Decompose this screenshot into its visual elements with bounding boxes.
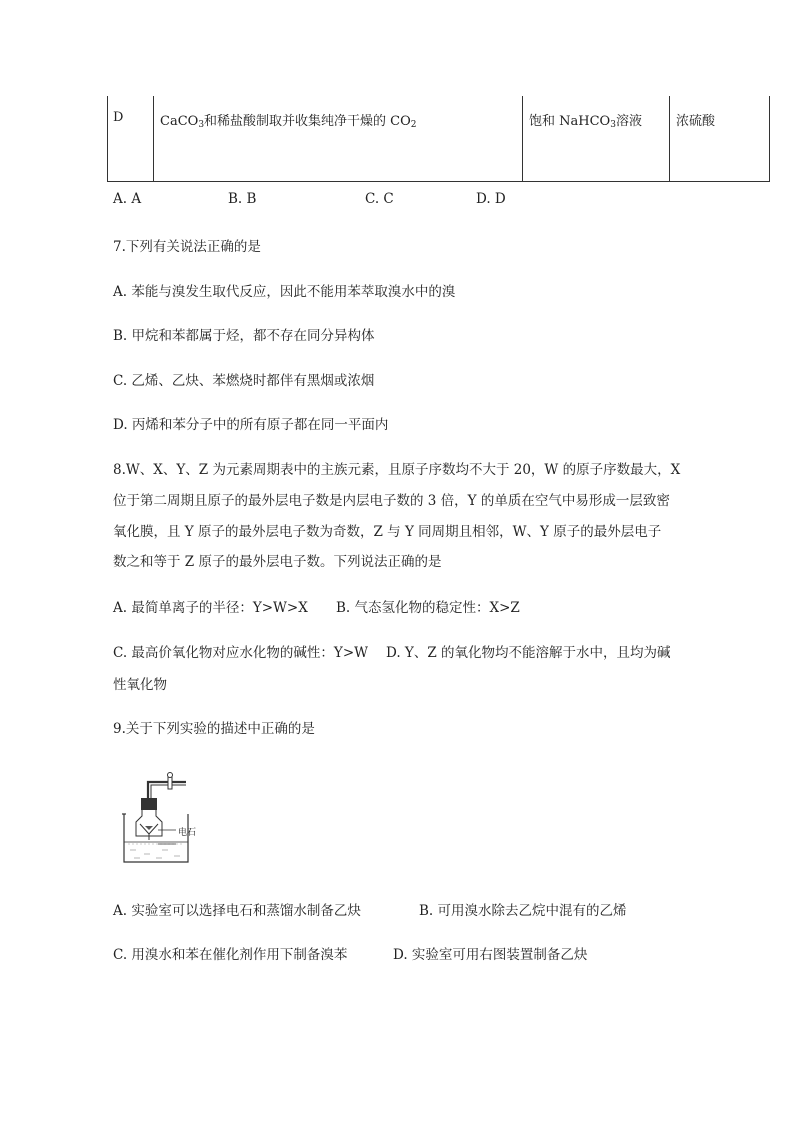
q9-option-b[interactable]: B. 可用溴水除去乙烷中混有的乙烯 [419,903,627,919]
q8-option-b[interactable]: B. 气态氢化物的稳定性：X>Z [336,600,520,616]
q9-stem: 9.关于下列实验的描述中正确的是 [113,721,315,737]
q7-option-a[interactable]: A. 苯能与溴发生取代反应，因此不能用苯萃取溴水中的溴 [113,284,456,300]
table-cell-reagent-2: 浓硫酸 [676,114,716,129]
table-border-bottom [107,181,770,182]
q9-option-c[interactable]: C. 用溴水和苯在催化剂作用下制备溴苯 [113,947,348,963]
q8-stem-line-2: 位于第二周期且原子的最外层电子数是内层电子数的 3 倍，Y 的单质在空气中易形成一层致密 [113,493,670,509]
table-cell-reagent-1: 饱和 NaHCO$_3$溶液 [529,114,642,130]
q8-option-c[interactable]: C. 最高价氧化物对应水化物的碱性：Y>W [113,645,369,661]
q8-stem-line-4: 数之和等于 Z 原子的最外层电子数。下列说法正确的是 [113,554,442,570]
q8-option-d[interactable]: D. Y、Z 的氧化物均不能溶解于水中，且均为碱 [386,645,671,661]
table-divider-3 [669,96,670,182]
table-divider-2 [522,96,523,182]
acetylene-apparatus-figure [118,770,208,866]
q7-option-c[interactable]: C. 乙烯、乙炔、苯燃烧时都伴有黑烟或浓烟 [113,373,375,389]
q8-option-a[interactable]: A. 最简单离子的半径：Y>W>X [113,600,308,616]
q6-option-a[interactable]: A. A [113,191,142,207]
q9-option-d[interactable]: D. 实验室可用右图装置制备乙炔 [393,947,588,963]
q6-option-c[interactable]: C. C [365,191,394,207]
figure-label-calcium-carbide: 电石 [178,828,197,838]
q7-option-d[interactable]: D. 丙烯和苯分子中的所有原子都在同一平面内 [113,417,389,433]
table-divider-1 [153,96,154,182]
q8-stem-line-3: 氧化膜，且 Y 原子的最外层电子数为奇数，Z 与 Y 同周期且相邻，W、Y 原子的最外层电子 [113,524,662,540]
q8-option-d-continued: 性氧化物 [113,677,167,693]
q8-stem-line-1: 8.W、X、Y、Z 为元素周期表中的主族元素，且原子序数均不大于 20，W 的原子序数最大，X [113,462,681,478]
table-cell-option: D [113,110,124,125]
table-border-right [769,96,770,182]
q7-stem: 7.下列有关说法正确的是 [113,239,261,255]
table-cell-experiment: CaCO$_3$和稀盐酸制取并收集纯净干燥的 $CO_2$ [160,114,417,130]
q7-option-b[interactable]: B. 甲烷和苯都属于烃，都不存在同分异构体 [113,328,375,344]
q6-option-d[interactable]: D. D [476,191,506,207]
table-border-left [107,96,108,182]
q6-option-b[interactable]: B. B [228,191,257,207]
apparatus-drawing [118,770,208,866]
q9-option-a[interactable]: A. 实验室可以选择电石和蒸馏水制备乙炔 [113,903,361,919]
